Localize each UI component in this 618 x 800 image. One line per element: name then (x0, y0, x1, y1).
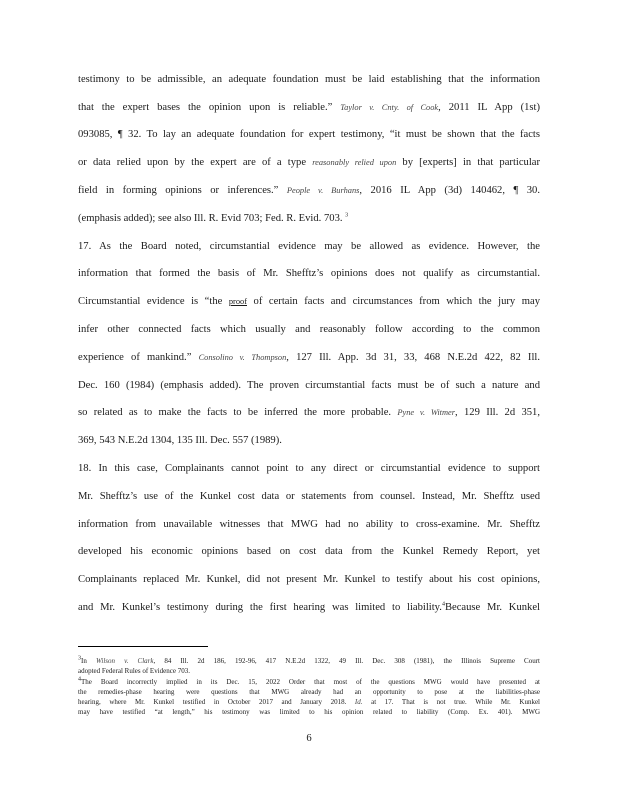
footnote-ref: 4 (441, 601, 445, 608)
footnote-3-line-2: adopted Federal Rules of Evidence 703. (78, 667, 190, 675)
body-line-10: infer other connected facts which usually and reasonably follow according to the common (78, 324, 540, 335)
body-line-6: (emphasis added); see also Ill. R. Evid 703; Fed. R. Evid. 703. $^3$ (78, 212, 349, 224)
body-line-20: and Mr. Kunkel’s testimony during the first hearing was limited to liability.$^4$Because Mr. Kunkel (78, 601, 540, 613)
body-line-2: that the expert bases the opinion upon is reliable.” Taylor v. Cnty. of Cook, 2011 IL App (1st) (78, 102, 540, 113)
emphasis-text: reasonably relied upon (312, 158, 397, 167)
footnote-4-line-1: $^4$The Board incorrectly implied in its Dec. 15, 2022 Order that most of the questions MWG would have presented at (78, 676, 540, 686)
body-line-16: Mr. Shefftz’s use of the Kunkel cost data or statements from counsel. Instead, Mr. Shefftz used (78, 491, 540, 502)
case-citation: Pyne v. Witmer (397, 408, 456, 417)
body-line-9: Circumstantial evidence is “the proof of certain facts and circumstances from which the jury may (78, 296, 540, 307)
footnote-3-line-1: $^3$In Wilson v. Clark, 84 Ill. 2d 186, 192-96, 417 N.E.2d 1322, 49 Ill. Dec. 308 (1981), the Illinois Supreme Court (78, 655, 541, 665)
case-citation: People v. Burhans (286, 186, 360, 195)
body-line-4: or data relied upon by the expert are of a type reasonably relied upon by [experts] in that particular (78, 157, 541, 168)
paragraph-18-line-1: 18. In this case, Complainants cannot point to any direct or circumstantial evidence to support (78, 463, 540, 474)
body-line-11: experience of mankind.” Consolino v. Thompson, 127 Ill. App. 3d 31, 33, 468 N.E.2d 422, 82 Ill. (78, 352, 540, 363)
case-citation: Consolino v. Thompson (198, 353, 287, 362)
footnote-ref: 3 (345, 212, 349, 219)
body-line-8: information that formed the basis of Mr. Shefftz’s opinions does not qualify as circumstantial. (78, 268, 540, 279)
page-number: 6 (306, 733, 312, 744)
footnote-4-line-3: hearing, where Mr. Kunkel testified in October 2017 and January 2018. Id. at 17. That is not true. While Mr. Kunkel (78, 698, 540, 706)
body-line-3: 093085, ¶ 32. To lay an adequate foundation for expert testimony, “it must be shown that the facts (78, 129, 540, 140)
body-line-17: information from unavailable witnesses that MWG had no ability to cross-examine. Mr. Shefftz (78, 519, 540, 530)
case-citation: Taylor v. Cnty. of Cook (340, 103, 439, 112)
body-line-1: testimony to be admissible, an adequate foundation must be laid establishing that the information (78, 74, 540, 85)
body-line-5: field in forming opinions or inferences.” People v. Burhans, 2016 IL App (3d) 140462, ¶ 30. (78, 185, 540, 196)
emphasis-text: proof (228, 297, 247, 306)
body-line-14: 369, 543 N.E.2d 1304, 135 Ill. Dec. 557 (1989). (78, 435, 282, 446)
body-line-12: Dec. 160 (1984) (emphasis added). The proven circumstantial facts must be of such a nature and (78, 380, 540, 391)
body-line-19: Complainants replaced Mr. Kunkel, did not present Mr. Kunkel to testify about his cost opinions, (78, 574, 540, 585)
footnote-4-line-4: may have testified “at length,” his testimony was limited to his opinion related to liability (Comp. Ex. 401). MWG (78, 708, 540, 716)
footnote-4-line-2: the remedies-phase hearing were questions that MWG already had an opportunity to pose at the liabilities-phase (78, 688, 540, 696)
footnote-divider (78, 646, 208, 647)
body-line-18: developed his economic opinions based on cost data from the Kunkel Remedy Report, yet (78, 546, 540, 557)
body-line-13: so related as to make the facts to be inferred the more probable. Pyne v. Witmer, 129 Ill. 2d 351, (78, 407, 541, 418)
paragraph-17-line-1: 17. As the Board noted, circumstantial evidence may be allowed as evidence. However, the (78, 241, 540, 252)
case-citation: Wilson v. Clark (95, 657, 154, 665)
